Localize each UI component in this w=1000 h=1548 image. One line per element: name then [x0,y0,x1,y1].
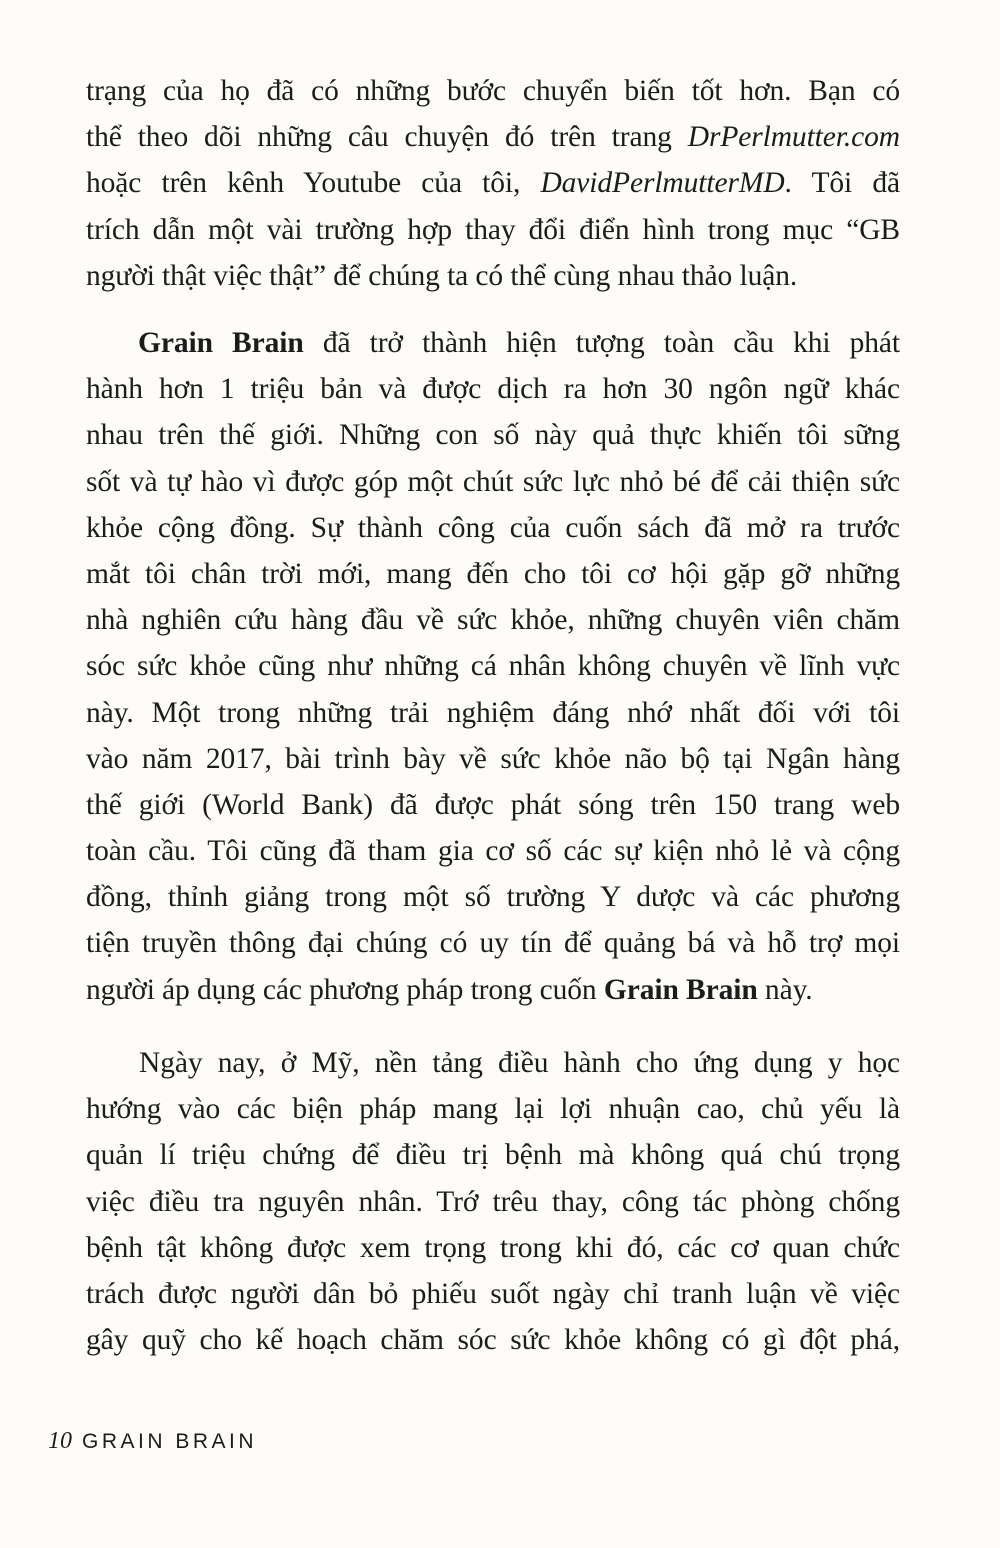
text-line: vào năm 2017, bài trình bày về sức khỏe não bộ tại Ngân hàng [86,742,900,775]
running-title: GRAIN BRAIN [82,1430,258,1453]
text-line: đồng, thỉnh giảng trong một số trường Y dược và các phương [86,881,900,914]
book-title-text: Grain Brain [138,327,304,359]
paragraph-1 [86,68,900,299]
text-line: tiện truyền thông đại chúng có uy tín để quảng bá và hỗ trợ mọi [86,927,900,960]
youtube-channel-text: DavidPerlmutterMD [540,167,785,200]
text-line: trách được người dân bỏ phiếu suốt ngày chỉ tranh luận về việc [86,1277,900,1310]
text-line: hoặc trên kênh Youtube của tôi, DavidPerlmutterMD. Tôi đã [86,167,900,200]
website-link-text: DrPerlmutter.com [687,121,900,154]
paragraph-2 [86,320,900,1013]
text-line: Ngày nay, ở Mỹ, nền tảng điều hành cho ứng dụng y học [139,1047,900,1079]
text-line: này. Một trong những trải nghiệm đáng nhớ nhất đối với tôi [86,696,900,729]
page-number: 10 [48,1428,72,1454]
text-line: nhau trên thế giới. Những con số này quả thực khiến tôi sững [86,419,900,452]
text-line: việc điều tra nguyên nhân. Trớ trêu thay, công tác phòng chống [86,1185,900,1218]
text-line: thế giới (World Bank) đã được phát sóng trên 150 trang web [86,788,900,821]
text-line: hướng vào các biện pháp mang lại lợi nhuận cao, chủ yếu là [86,1093,900,1126]
text-line: Grain Brain đã trở thành hiện tượng toàn cầu khi phát [138,327,900,359]
page-footer [48,1426,257,1457]
text-line: bệnh tật không được xem trọng trong khi đó, các cơ quan chức [86,1231,900,1264]
text-line: thể theo dõi những câu chuyện đó trên trang DrPerlmutter.com [86,121,900,154]
text-line: người áp dụng các phương pháp trong cuốn Grain Brain này. [86,973,813,1006]
text-line: sốt và tự hào vì được góp một chút sức lực nhỏ bé để cải thiện sức [86,465,900,498]
text-line: trích dẫn một vài trường hợp thay đổi điển hình trong mục “GB [86,213,900,246]
text-line: trạng của họ đã có những bước chuyển biến tốt hơn. Bạn có [86,75,900,107]
text-line: hành hơn 1 triệu bản và được dịch ra hơn 30 ngôn ngữ khác [86,373,900,406]
text-line: mắt tôi chân trời mới, mang đến cho tôi cơ hội gặp gỡ những [86,557,900,590]
text-line: khỏe cộng đồng. Sự thành công của cuốn sách đã mở ra trước [86,511,900,544]
text-line: người thật việc thật” để chúng ta có thể cùng nhau thảo luận. [86,259,798,292]
book-title-text: Grain Brain [603,973,758,1006]
text-line: sóc sức khỏe cũng như những cá nhân không chuyên về lĩnh vực [86,650,900,683]
text-line: gây quỹ cho kế hoạch chăm sóc sức khỏe không có gì đột phá, [86,1324,900,1357]
text-line: nhà nghiên cứu hàng đầu về sức khỏe, những chuyên viên chăm [86,604,900,637]
paragraph-3 [86,1040,900,1363]
text-line: toàn cầu. Tôi cũng đã tham gia cơ số các sự kiện nhỏ lẻ và cộng [86,835,900,868]
text-line: quản lí triệu chứng để điều trị bệnh mà không quá chú trọng [86,1139,900,1172]
